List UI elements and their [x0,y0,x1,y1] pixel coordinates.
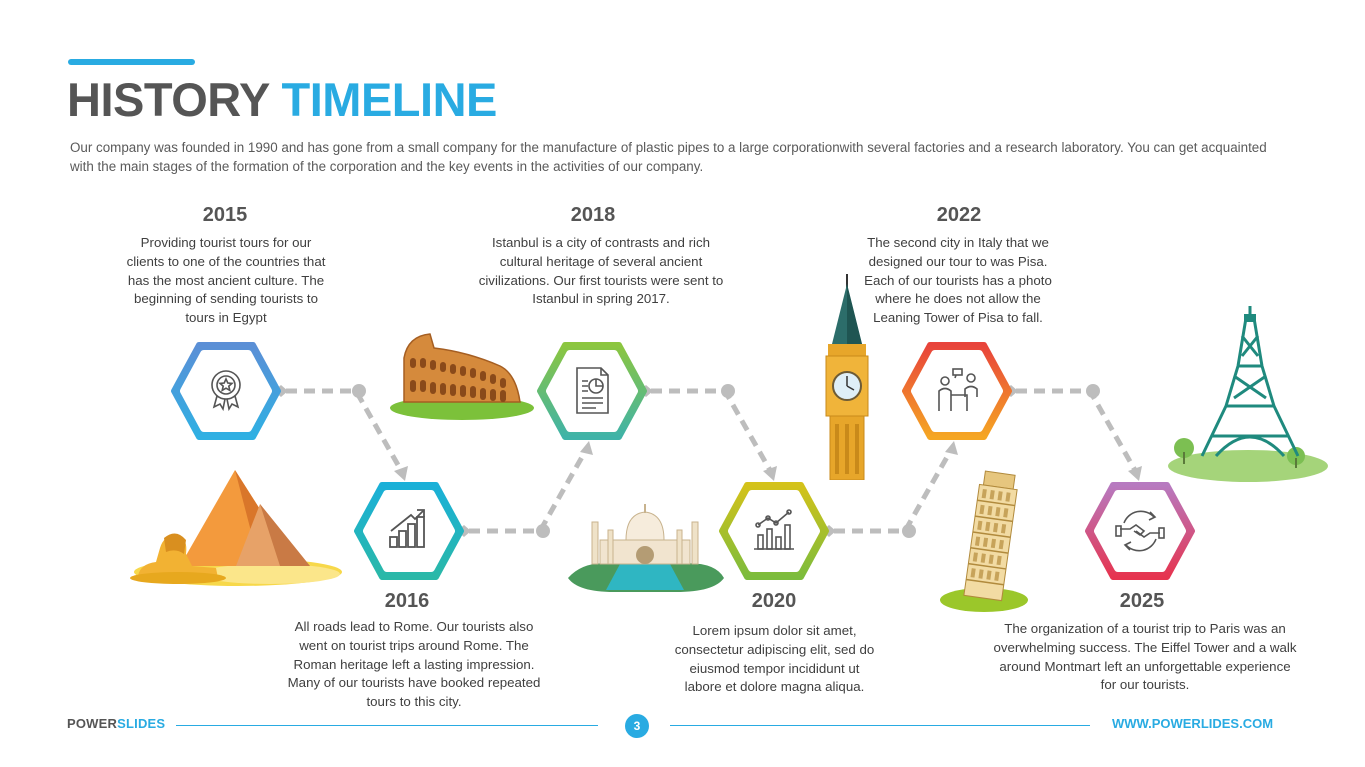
milestone-node-2025 [1084,481,1196,581]
intro-paragraph: Our company was founded in 1990 and has gone from a small company for the manufacture of plastic pipes to a large corporationwith several factories and a research laboratory. You can get acquainted with the main stages of the formation of the corporation and the key events in the activities of our company. [70,140,1267,174]
milestone-text-2020: Lorem ipsum dolor sit amet, consectetur adipiscing elit, sed do eiusmod tempor incididunt ut labore et dolore magna aliqua. [674,623,875,695]
milestone-text-2015: Providing tourist tours for our clients to one of the countries that has the most ancient culture. The beginning of sending tourists to tours in Egypt [126,235,326,326]
taj-mahal-illustration [564,500,726,594]
brand-part-slides: SLIDES [117,716,166,731]
footer-brand [67,716,165,731]
milestone-year-2022: 2022 [936,204,982,226]
milestone-text-2022: The second city in Italy that we designed our tour to was Pisa. Each of our tourists has a photo where he does not allow the Leaning Tower of Pisa to fall. [864,235,1052,326]
milestone-year-2020: 2020 [751,590,797,612]
footer-divider-left [176,725,598,726]
milestone-node-2020 [718,481,830,581]
title-part-history: HISTORY [67,73,269,126]
pyramids-sphinx-illustration [120,468,344,590]
milestone-node-2022 [901,341,1013,441]
milestone-node-2015 [170,341,282,441]
milestone-year-2018: 2018 [570,204,616,226]
footer-divider-right [670,725,1090,726]
big-ben-illustration [822,274,872,480]
title-part-timeline: TIMELINE [281,73,497,126]
brand-part-power: POWER [67,716,118,731]
page-number: 3 [625,714,649,738]
milestone-text-2025: The organization of a tourist trip to Paris was an overwhelming success. The Eiffel Tower and a walk around Montmart left an unforgettable experience for our tourists. [993,621,1297,693]
milestone-year-2015: 2015 [202,204,248,226]
milestone-node-2016 [353,481,465,581]
eiffel-tower-illustration [1164,306,1328,482]
footer-url: WWW.POWERLIDES.COM [1112,716,1274,731]
milestone-year-2016: 2016 [384,590,430,612]
milestone-node-2018 [536,341,648,441]
milestone-text-2016: All roads lead to Rome. Our tourists also went on tourist trips around Rome. The Roman heritage left a lasting impression. Many of our tourists have booked repeated tours to this city. [287,619,541,710]
leaning-tower-pisa-illustration [938,466,1028,616]
milestone-year-2025: 2025 [1119,590,1165,612]
colosseum-illustration [388,328,536,422]
milestone-text-2018: Istanbul is a city of contrasts and rich cultural heritage of several ancient civilizations. Our first tourists were sent to Istanbul in spring 2017. [478,235,724,307]
